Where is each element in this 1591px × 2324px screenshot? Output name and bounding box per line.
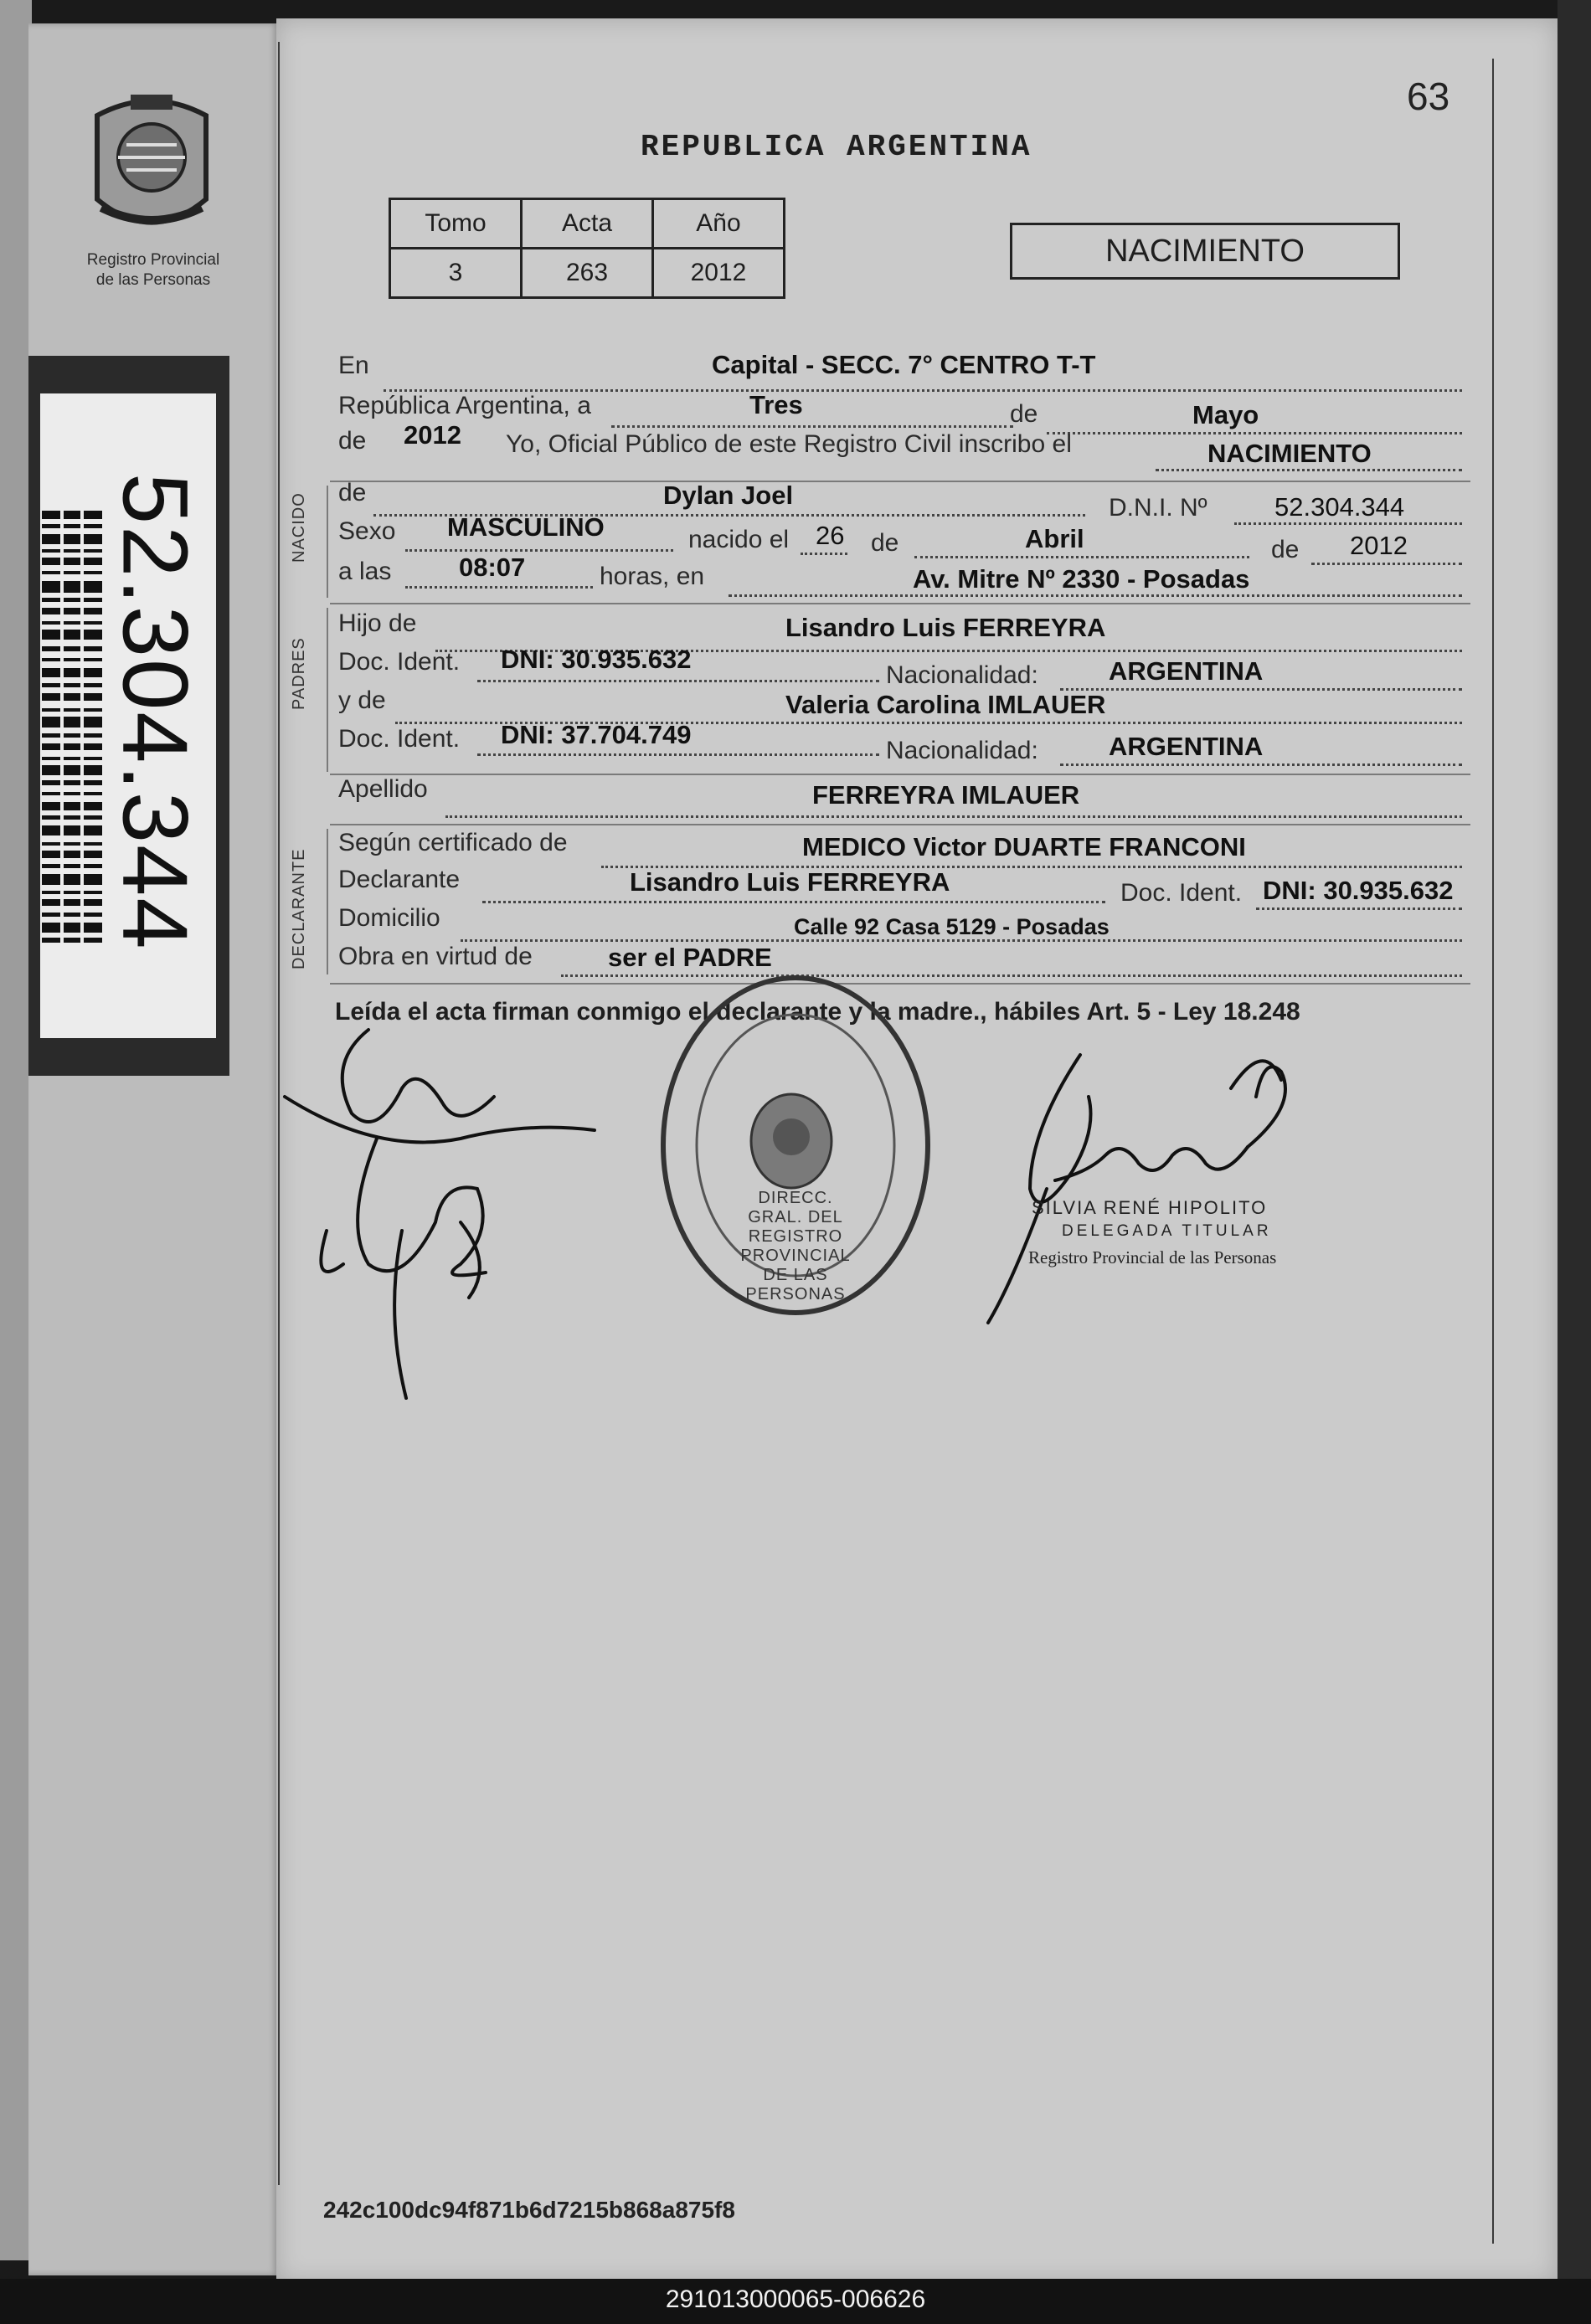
record-table: [389, 198, 785, 299]
declarante-label: Declarante: [338, 866, 461, 893]
right-margin: [1558, 0, 1591, 2324]
decl-doc-value: DNI: 30.935.632: [1263, 876, 1454, 905]
padre-doc-value: DNI: 30.935.632: [501, 645, 692, 674]
issuer-line1: Registro Provincial: [86, 251, 220, 269]
provincial-emblem-icon: [80, 90, 223, 249]
decl-doc-label: Doc. Ident.: [1120, 879, 1243, 907]
dia-value: Tres: [749, 390, 803, 419]
madre-value: Valeria Carolina IMLAUER: [785, 690, 1106, 719]
dotted-line: [1060, 688, 1462, 691]
document-hash: 242c100dc94f871b6d7215b868a875f8: [323, 2197, 735, 2223]
dotted-line: [1234, 522, 1462, 525]
sexo-value: MASCULINO: [447, 512, 605, 542]
obra-label: Obra en virtud de: [338, 943, 533, 970]
acta-header: Acta: [522, 199, 653, 249]
section-bracket: [327, 608, 328, 772]
y-de-label: y de: [338, 686, 386, 714]
closing-statement: Leída el acta firman conmigo el declarante y la madre., hábiles Art. 5 - Ley 18.248: [335, 998, 1300, 1026]
tomo-value: 3: [390, 249, 522, 298]
a-las-label: a las: [338, 558, 392, 585]
dotted-line: [482, 901, 1105, 903]
dotted-line: [1311, 563, 1462, 565]
dotted-line: [1256, 907, 1462, 910]
dotted-line: [729, 594, 1462, 597]
section-bracket: [327, 486, 328, 598]
padre-doc-label: Doc. Ident.: [338, 648, 461, 676]
anio-header: Año: [653, 199, 785, 249]
obra-value: ser el PADRE: [608, 943, 772, 972]
nombre-value: Dylan Joel: [663, 481, 794, 510]
image-code: 291013000065-006626: [665, 2285, 926, 2313]
tag-number: 52.304.344: [103, 472, 207, 951]
acta-value: 263: [522, 249, 653, 298]
section-divider: [330, 774, 1470, 775]
padre-value: Lisandro Luis FERREYRA: [785, 613, 1106, 642]
madre-doc-label: Doc. Ident.: [338, 725, 461, 753]
hijo-label: Hijo de: [338, 609, 417, 637]
padre-nac-value: ARGENTINA: [1109, 656, 1264, 686]
anio-written-value: 2012: [404, 420, 461, 450]
dotted-line: [405, 586, 593, 589]
madre-nac-label: Nacionalidad:: [886, 737, 1038, 764]
dotted-line: [801, 553, 847, 555]
page-number: 63: [1407, 75, 1450, 118]
mes-value: Mayo: [1192, 400, 1259, 429]
lugar-value: Av. Mitre Nº 2330 - Posadas: [913, 564, 1250, 594]
madre-nac-value: ARGENTINA: [1109, 732, 1264, 761]
section-divider: [330, 824, 1470, 825]
declarante-value: Lisandro Luis FERREYRA: [630, 867, 950, 897]
section-divider: [330, 481, 1470, 482]
seal-text: DIRECC. GRAL. DEL REGISTRO PROVINCIAL DE LAS PERSONAS: [740, 1189, 851, 1303]
hora-value: 08:07: [459, 553, 526, 582]
apellido-value: FERREYRA IMLAUER: [812, 780, 1080, 810]
domicilio-label: Domicilio: [338, 904, 440, 932]
dotted-line: [445, 815, 1462, 818]
tomo-header: Tomo: [390, 199, 522, 249]
segun-label: Según certificado de: [338, 829, 568, 856]
nacido-dia-value: 26: [816, 521, 845, 550]
dotted-line: [914, 556, 1249, 558]
nacido-mes-value: Abril: [1025, 524, 1084, 553]
nacido-side-label: NACIDO: [290, 492, 308, 563]
dotted-line: [1060, 764, 1462, 766]
apellido-label: Apellido: [338, 775, 428, 803]
official-role: DELEGADA TITULAR: [1062, 1222, 1272, 1240]
horas-label: horas, en: [600, 563, 705, 590]
section-divider: [330, 603, 1470, 604]
anio-value: 2012: [653, 249, 785, 298]
segun-value: MEDICO Victor DUARTE FRANCONI: [802, 832, 1246, 861]
dotted-line: [1156, 469, 1462, 471]
de-label: de: [1010, 400, 1038, 428]
record-type: NACIMIENTO: [1010, 223, 1400, 280]
nacido-el-label: nacido el: [688, 526, 790, 553]
de4-label: de: [1271, 536, 1300, 563]
dotted-line: [611, 425, 1013, 428]
barcode-icon: [42, 511, 102, 946]
declarante-side-label: DECLARANTE: [290, 848, 308, 969]
dotted-line: [405, 549, 673, 552]
dotted-line: [1047, 432, 1462, 434]
en-label: En: [338, 352, 369, 379]
inscribo-value: NACIMIENTO: [1207, 439, 1372, 468]
official-org: Registro Provincial de las Personas: [1028, 1247, 1277, 1267]
de3-label: de: [871, 529, 899, 557]
madre-doc-value: DNI: 37.704.749: [501, 720, 692, 749]
official-name: SILVIA RENÉ HIPOLITO: [1032, 1197, 1268, 1218]
padre-nac-label: Nacionalidad:: [886, 661, 1038, 689]
oficial-text: Yo, Oficial Público de este Registro Civil inscribo el: [506, 430, 1072, 458]
official-signature-icon: [980, 1005, 1331, 1339]
document-title: REPUBLICA ARGENTINA: [641, 130, 1032, 164]
nacido-anio-value: 2012: [1350, 531, 1408, 560]
sexo-label: Sexo: [338, 517, 396, 545]
issuer-line2: de las Personas: [95, 271, 211, 289]
declarant-signature-icon: [276, 1013, 628, 1406]
dotted-line: [477, 680, 879, 682]
republica-label: República Argentina, a: [338, 392, 591, 419]
dni-label: D.N.I. Nº: [1109, 494, 1207, 522]
de2-label: de: [338, 427, 367, 455]
dni-value: 52.304.344: [1274, 492, 1405, 522]
en-value: Capital - SECC. 7° CENTRO T-T: [712, 350, 1096, 379]
right-rule: [1492, 59, 1494, 2244]
domicilio-value: Calle 92 Casa 5129 - Posadas: [794, 914, 1110, 939]
page-edge: [0, 0, 32, 2260]
section-bracket: [327, 829, 328, 974]
dotted-line: [477, 753, 879, 756]
nombre-label: de: [338, 479, 367, 506]
padres-side-label: PADRES: [290, 637, 308, 710]
